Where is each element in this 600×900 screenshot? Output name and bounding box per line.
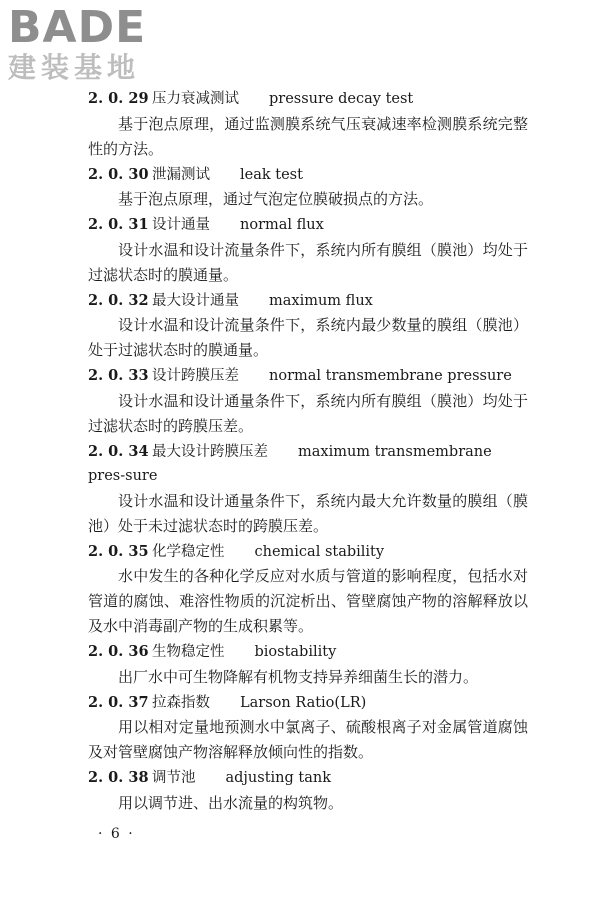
term-number: 2. 0. 36 bbox=[88, 643, 149, 660]
term-english: normal transmembrane pressure bbox=[269, 368, 512, 384]
term-definition: 基于泡点原理，通过监测膜系统气压衰减速率检测膜系统完整性的方法。 bbox=[88, 114, 528, 158]
page-number: · 6 · bbox=[98, 826, 135, 842]
term-chinese: 设计通量 bbox=[152, 217, 210, 233]
term-chinese: 最大设计通量 bbox=[152, 292, 239, 309]
term-chinese: 调节池 bbox=[152, 770, 196, 786]
term-definition: 水中发生的各种化学反应对水质与管道的影响程度，包括水对管道的腐蚀、难溶性物质的沉淀析出、管壁腐蚀产物的溶解释放以及水中消毒副产物的生成积累等。 bbox=[88, 567, 528, 635]
term-number: 2. 0. 34 bbox=[88, 442, 149, 460]
term-entry bbox=[88, 213, 528, 288]
term-heading bbox=[88, 289, 528, 314]
term-entry bbox=[88, 289, 528, 364]
term-chinese: 最大设计跨膜压差 bbox=[152, 443, 268, 460]
term-english: biostability bbox=[254, 644, 337, 660]
term-heading bbox=[88, 163, 528, 188]
term-heading bbox=[88, 213, 528, 238]
term-heading bbox=[88, 766, 528, 791]
term-chinese: 泄漏测试 bbox=[152, 166, 210, 183]
watermark-subtitle: 建装基地 bbox=[8, 51, 141, 84]
term-entry bbox=[88, 163, 528, 213]
term-chinese: 拉森指数 bbox=[152, 694, 210, 711]
term-number: 2. 0. 31 bbox=[88, 216, 149, 233]
term-definition: 用以调节进、出水流量的构筑物。 bbox=[118, 793, 344, 812]
term-entry bbox=[88, 440, 528, 539]
term-entry bbox=[88, 540, 528, 640]
term-heading bbox=[88, 691, 528, 716]
term-number: 2. 0. 30 bbox=[88, 165, 149, 183]
term-chinese: 化学稳定性 bbox=[152, 543, 225, 560]
term-english: maximum flux bbox=[269, 292, 373, 309]
term-heading bbox=[88, 440, 528, 489]
term-number: 2. 0. 33 bbox=[88, 367, 149, 384]
term-chinese: 压力衰减测试 bbox=[152, 91, 239, 107]
term-entry bbox=[88, 766, 528, 816]
term-entry bbox=[88, 87, 528, 162]
term-definition: 设计水温和设计通量条件下，系统内最大允许数量的膜组（膜池）处于未过滤状态时的跨膜压差。 bbox=[88, 491, 528, 535]
watermark-brand: BADE bbox=[8, 2, 147, 53]
term-english: normal flux bbox=[240, 217, 324, 233]
term-heading bbox=[88, 540, 528, 565]
term-heading bbox=[88, 87, 528, 112]
term-definition: 基于泡点原理，通过气泡定位膜破损点的方法。 bbox=[118, 190, 434, 208]
term-entry bbox=[88, 364, 528, 439]
term-chinese: 设计跨膜压差 bbox=[152, 368, 239, 384]
term-number: 2. 0. 32 bbox=[88, 291, 149, 309]
term-english: chemical stability bbox=[254, 543, 385, 560]
term-number: 2. 0. 38 bbox=[88, 769, 149, 786]
term-chinese: 生物稳定性 bbox=[152, 644, 225, 660]
term-number: 2. 0. 35 bbox=[88, 542, 149, 560]
term-number: 2. 0. 37 bbox=[88, 693, 149, 711]
term-english: Larson Ratio(LR) bbox=[240, 694, 367, 711]
term-definition: 出厂水中可生物降解有机物支持异养细菌生长的潜力。 bbox=[118, 667, 479, 686]
term-english: adjusting tank bbox=[225, 770, 331, 786]
term-entry bbox=[88, 691, 528, 766]
watermark-logo bbox=[8, 2, 147, 84]
term-definition: 设计水温和设计流量条件下，系统内最少数量的膜组（膜池）处于过滤状态时的膜通量。 bbox=[88, 316, 528, 359]
term-definition: 用以相对定量地预测水中氯离子、硫酸根离子对金属管道腐蚀及对管壁腐蚀产物溶解释放倾向性的指数。 bbox=[88, 718, 528, 761]
term-definition: 设计水温和设计流量条件下，系统内所有膜组（膜池）均处于过滤状态时的膜通量。 bbox=[88, 240, 528, 284]
term-number: 2. 0. 29 bbox=[88, 90, 149, 107]
term-entry bbox=[88, 640, 528, 690]
term-english: leak test bbox=[240, 166, 303, 183]
term-definition: 设计水温和设计通量条件下，系统内所有膜组（膜池）均处于过滤状态时的跨膜压差。 bbox=[88, 391, 528, 435]
term-heading bbox=[88, 364, 528, 389]
term-heading bbox=[88, 640, 528, 665]
term-english: maximum transmembrane pres-sure bbox=[88, 443, 492, 484]
term-english: pressure decay test bbox=[269, 91, 414, 107]
term-list bbox=[88, 87, 528, 817]
